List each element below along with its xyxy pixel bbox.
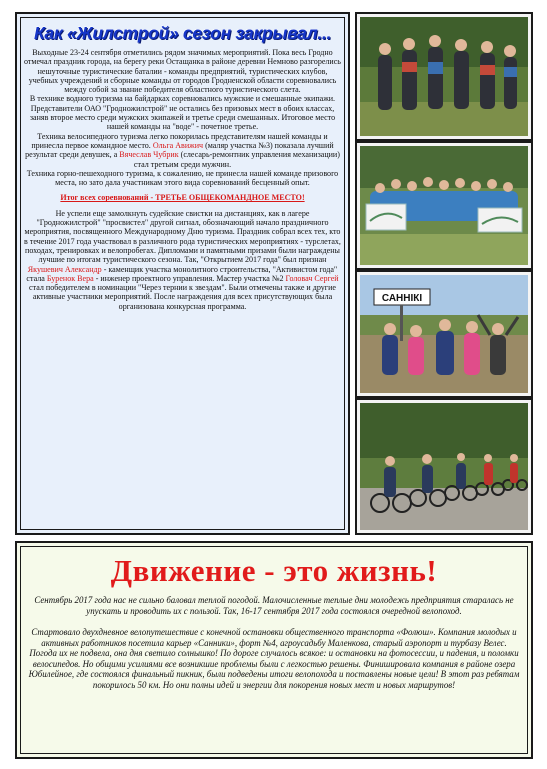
text-run: (маляр участка №3) показала лучший результат среди девушек, а [25, 140, 334, 160]
paragraph-intro: Выходные 23-24 сентября отметились рядом значимых мероприятий. Пока весь Гродно отмечал праздник города, на берегу реки Остащанка в районе деревни Немново разгорелись нешуточные туристические баталии - команды предприятий, туристических клубов, учебных учреждений и сборные команды от городов Гродненской области соревновались между собой за звание победителя областного туристического слета. [24, 48, 341, 95]
bottom-article [15, 541, 533, 759]
highlighted-name: Якушевич Александр [27, 264, 102, 274]
main-article [15, 12, 350, 535]
highlighted-name: Головач Сергей [285, 273, 339, 283]
photo-climbers-group [355, 12, 533, 141]
highlighted-name: Буренок Вера [46, 273, 94, 283]
highlighted-name: Вячеслав Чубрик [119, 150, 179, 160]
paragraph-intro-bottom: Сентябрь 2017 года нас не сильно баловал теплой погодой. Малочисленные теплые дни молодежь предприятия старалась не упускать и проводить их с пользой. Так, 16-17 сентября 2017 года состоялся очередной велопоход. [34, 595, 514, 616]
text-run: - инженер проектного управления. Мастер участка №2 [93, 273, 286, 283]
article-headline: Как «Жилстрой» сезон закрывал... [33, 23, 332, 43]
photo-sign-image [360, 275, 528, 393]
photo-cyclists-image [360, 403, 528, 530]
bottom-article-body [27, 595, 521, 690]
text-run: - каменщик участка монолитного строительства, "Активистом года" стала [26, 264, 338, 283]
photo-cyclists-in-park [355, 398, 533, 535]
paragraph-water: В технике водного туризма на байдарках соревновались мужские и смешанные экипажи. Представители ОАО "Гродножилстрой" не остались без призовых мест в обоих классах, заняв второе место среди мужских экипажей и третье среди смешанных. Итоговое место нашей команды на "воде" - почетное третье. [29, 94, 336, 132]
paragraph-story: Стартовало двухдневное велопутешествие с конечной остановки общественного транспорта «Фолюш». Компания молодых и активных работников посетила карьер «Санники», форт №4, агроусадьбу Маленкова, старый аэропорт и турбазу Велес. Погода их не подвела, она дня светило солнышко! По дороге случалось всякое: и остановки на фотосессии, и падения, и поломки велосипедов. Но общими усилиями все возникшие проблемы были с легкостью решены. Финишировала компания в районе озера Юбилейное, где состоялся финальный пикник, были подведены итоги велопохода и поставлены новые цели! В этот раз ребятам покорилось 50 км. Но они полны идей и энергии для покорения новых мест и новых маршрутов! [28, 627, 520, 690]
banner-title: Движение - это жизнь! [110, 553, 438, 588]
photo-group-at-sign [355, 270, 533, 398]
text-run: Техника велосипедного туризма легко покорилась представителям нашей команды и принесла первое командное место. [31, 131, 328, 150]
article-body [23, 48, 342, 311]
photo-team-with-banners [355, 141, 533, 270]
paragraph-bike [23, 132, 342, 169]
text-run: (слесарь-ремонтник управления механизации) стал третьим среди мужчин. [133, 150, 340, 169]
sign-text: САННІКІ [381, 293, 423, 304]
paragraph-hiking: Техника горно-пешеходного туризма, к сожалению, не принесла нашей команде призового места, но зато дала участникам этого вида соревнований бесценный опыт. [26, 168, 339, 188]
photo-team-image [360, 146, 528, 265]
text-run: стал победителем в номинации "Через тернии к звездам". Были отмечены также и другие активные участники мероприятий. После награждения для всех присутствующих была организована конкурсная программа. [29, 283, 336, 311]
highlighted-name: Ольга Авижич [152, 140, 204, 150]
paragraph-celebration [23, 209, 342, 311]
text-run: Не успели еще замолкнуть судейские свистки на дистанциях, как в лагере "Гродножилстрой" "просвистел" другой сигнал, обозначающий начало праздничного мероприятия, посвященного Международному Дню туризма. Праздник собрал всех тех, кто в течение 2017 года участвовал в различного рода туристических мероприятиях - турслетах, походах, тренировках и велопробегах. Дипломами и памятными призами были награждены лучшие по итогам туристического сезона. Так, "Открытием 2017 года" был признан [24, 208, 341, 265]
result-highlight: Итог всех соревнований - ТРЕТЬЕ ОБЩЕКОМАНДНОЕ МЕСТО! [60, 193, 305, 203]
photo-climbers-image [360, 17, 528, 136]
